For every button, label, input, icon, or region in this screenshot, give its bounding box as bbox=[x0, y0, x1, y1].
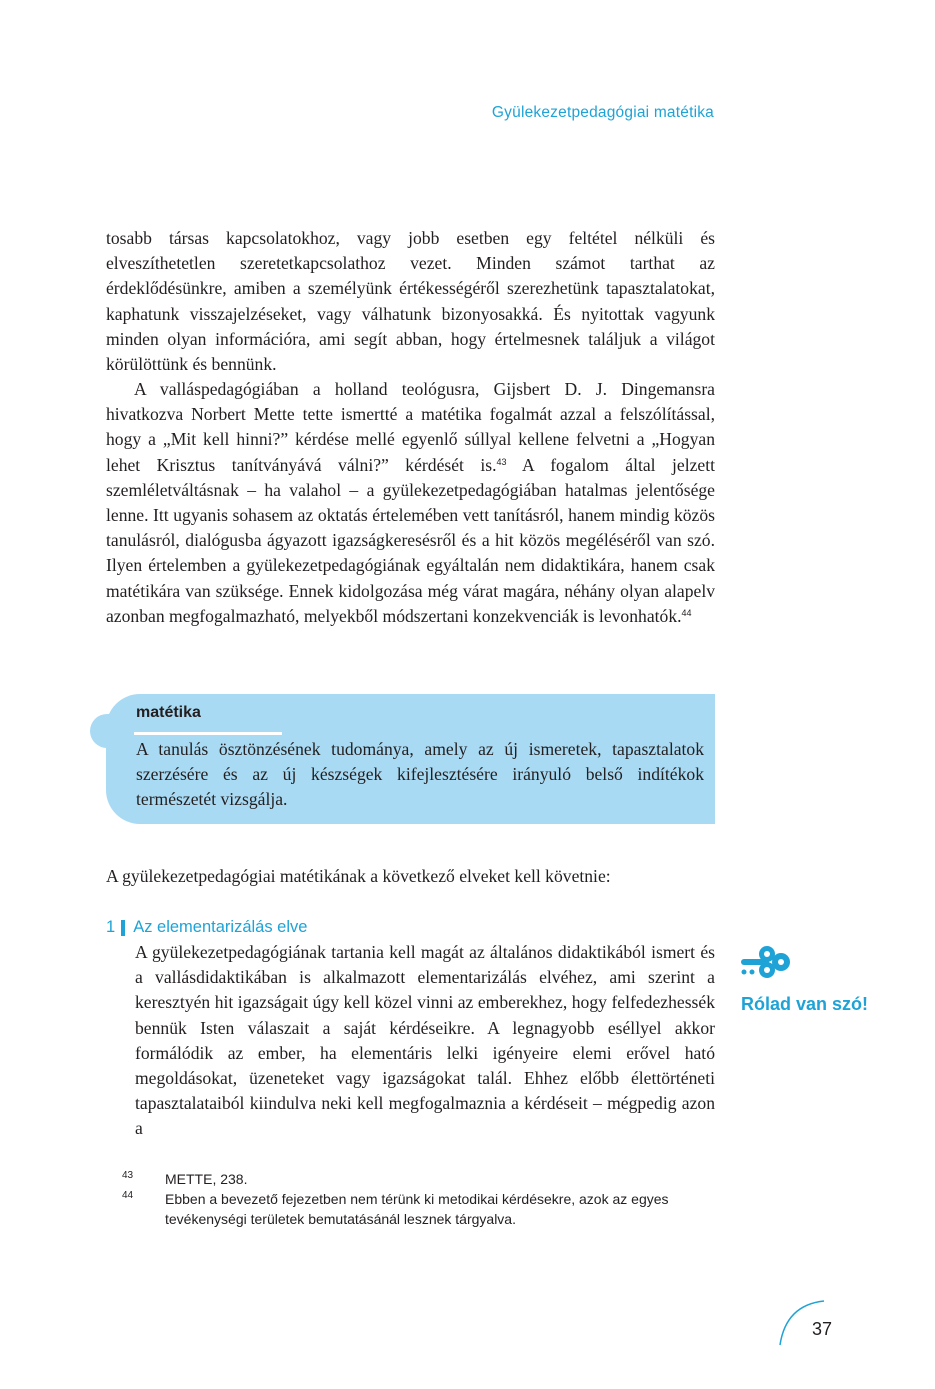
footnotes bbox=[122, 1169, 715, 1229]
section-text: A gyülekezetpedagógiának tartania kell magát az általános didaktikából ismert és a vallásdidaktikában is alkalmazott elementarizálás elvéhez, ami szerint a keresztyén hit igazságait úgy kell közel vinni az emberekhez, hogy felfedezhessék bennük Isten válaszait a saját kérdéseikre. A legnagyobb eséllyel akkor formálódik az ember, ha elementáris lelki igényeire elemi erővel ható megoldásokat, üzeneteket vagy igazságokat talál. Ehhez előbb élettörténeti tapasztalataiból kiindulva neki kell megfogalmaznia a kérdéseit – mégpedig azon a bbox=[135, 942, 715, 1139]
paragraph-text: tosabb társas kapcsolatokhoz, vagy jobb esetben egy feltétel nélküli és elveszíthetetlen szeretetkapcsolathoz vezet. Minden számot tarthat az érdeklődésünkre, amiben a személyünk értékességéről szerezhetünk tapasztalatokat, kaphatunk visszajelzéseket, vagy válhatunk bizonyosakká. És nyitottak vagyunk minden olyan információra, ami segít abban, hogy értelmesnek találjuk a világot körülöttünk és bennünk. bbox=[106, 228, 715, 375]
paragraph-2b-text: A fogalom által jelzett szemléletváltásnak – ha valahol – a gyülekezetpedagógiában hatalmas jelentősége lenne. Itt ugyanis sohasem az oktatás értelemében vett tanításról, hanem mindig közös tanulásról, dialógusba ágyazott igazságkeresésről és a hit közös megéléséről van szó. Ilyen értelemben a gyülekezetpedagógiának egyáltalán nem didaktikára, hanem csak matétikára van szüksége. Ennek kidolgozása még várat magára, néhány olyan alapelv azonban megfogalmazható, melyekből módszertani konzekvenciák is levonhatók. bbox=[106, 454, 715, 626]
footnote-text: Ebben a bevezető fejezetben nem térünk ki metodikai kérdésekre, azok az egyes tevékenységi területek bemutatásánál lesznek tárgyalva. bbox=[165, 1191, 669, 1227]
section-heading bbox=[106, 918, 307, 937]
paragraph-2-text: A valláspedagógiában a holland teológusra, Gijsbert D. J. Dingemansra hivatkozva Norbert Mette tette ismertté a matétika fogalmát azzal a felszólítással, hogy a „Mit kell hinni?” kérdése mellé egyenlő súllyal kellene felvetni a „Hogyan lehet Krisztus tanítványává válni?” kérdését is. bbox=[106, 379, 715, 475]
footnote-number: 44 bbox=[122, 1190, 134, 1201]
footnote-ref-43[interactable]: 43 bbox=[496, 456, 507, 467]
definition-text: A tanulás ösztönzésének tudománya, amely az új ismeretek, tapasztalatok szerzésére és az új készségek kifejlesztésére irányuló belső indítékok természetét vizsgálja. bbox=[136, 739, 704, 810]
footnote-44 bbox=[122, 1189, 715, 1229]
footnote-ref-44[interactable]: 44 bbox=[681, 607, 692, 618]
page-number: 37 bbox=[812, 1319, 833, 1339]
page-number-area bbox=[778, 1299, 838, 1349]
sidenote bbox=[741, 944, 868, 1015]
footnote-number: 43 bbox=[122, 1170, 134, 1181]
body-paragraph-2 bbox=[106, 377, 715, 629]
key-icon bbox=[741, 944, 793, 980]
footnote-43 bbox=[122, 1169, 715, 1189]
sidenote-label: Rólad van szó! bbox=[741, 994, 869, 1014]
definition-underline bbox=[134, 732, 282, 735]
section-bar bbox=[121, 920, 125, 936]
definition-box bbox=[106, 694, 715, 824]
definition-term: matétika bbox=[136, 704, 201, 721]
principles-intro: A gyülekezetpedagógiai matétikának a következő elveket kell követnie: bbox=[106, 866, 611, 886]
running-header: Gyülekezetpedagógiai matétika bbox=[491, 104, 714, 121]
section-title: Az elementarizálás elve bbox=[133, 918, 308, 936]
section-number: 1 bbox=[106, 918, 116, 936]
body-paragraph-1 bbox=[106, 226, 715, 377]
section-body bbox=[135, 940, 715, 1142]
paragraph-text bbox=[106, 377, 715, 629]
footnote-text: METTE, 238. bbox=[165, 1171, 248, 1187]
